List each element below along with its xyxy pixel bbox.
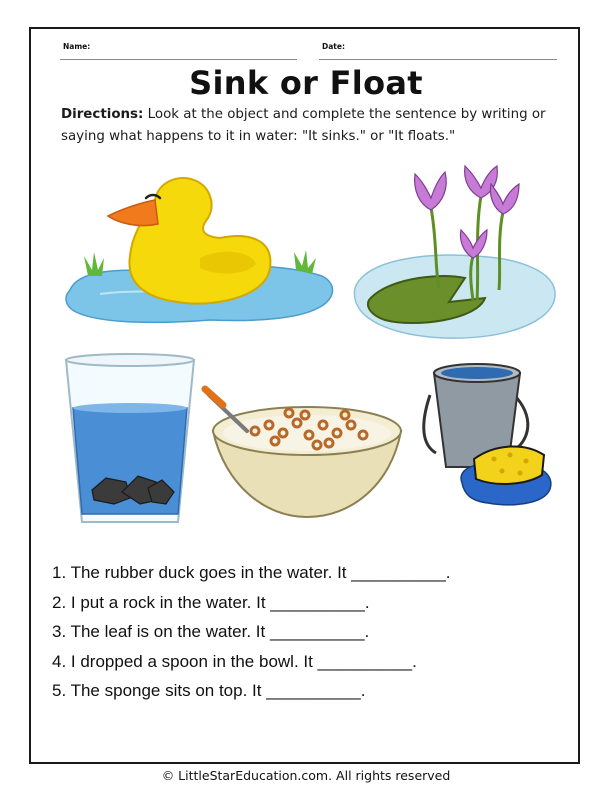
rubber-duck-illustration <box>60 172 340 342</box>
glass-of-rocks-illustration <box>60 350 200 530</box>
question-item: 1. The rubber duck goes in the water. It __________. <box>52 563 451 582</box>
date-line[interactable] <box>319 59 557 60</box>
question-item: 2. I put a rock in the water. It __________. <box>52 592 370 612</box>
question-list <box>52 558 582 706</box>
cereal-bowl-illustration <box>205 385 410 525</box>
question-item: 3. The leaf is on the water. It __________. <box>52 622 370 641</box>
name-label: Name: <box>63 42 91 51</box>
directions <box>61 104 573 148</box>
directions-text: Look at the object and complete the sentence by writing or saying what happens to it in water: "It sinks." or "It floats." <box>61 107 546 144</box>
date-label: Date: <box>322 42 345 51</box>
directions-lead: Directions: <box>61 107 144 122</box>
question-item: 4. I dropped a spoon in the bowl. It __________. <box>52 651 417 671</box>
bucket-sponge-illustration <box>410 355 560 515</box>
name-line[interactable] <box>60 59 297 60</box>
question-item: 5. The sponge sits on top. It __________. <box>52 681 366 700</box>
copyright-footer: © LittleStarEducation.com. All rights reserved <box>161 768 451 783</box>
page-title: Sink or Float <box>189 64 423 102</box>
lily-pad-illustration <box>345 160 560 350</box>
